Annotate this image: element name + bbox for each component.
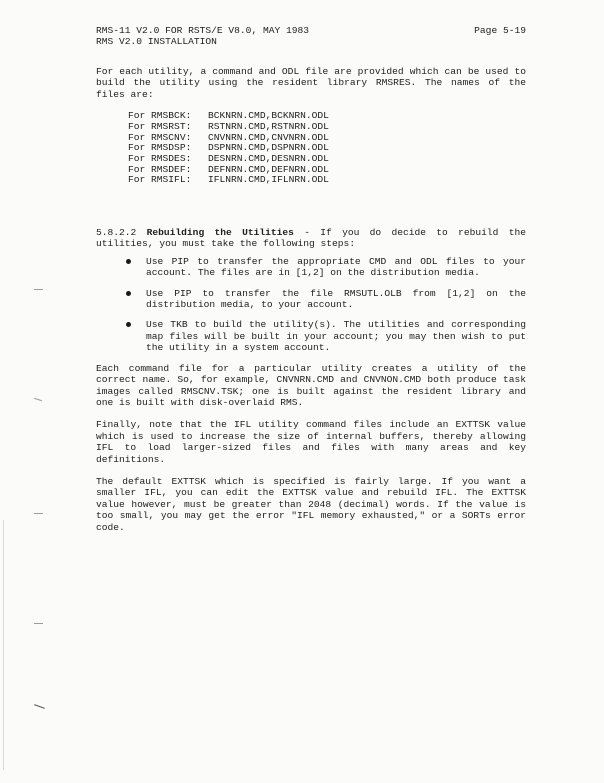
step-item bbox=[96, 288, 526, 311]
utility-cell: For RMSDES: bbox=[128, 152, 192, 164]
scan-edge-line bbox=[3, 520, 4, 770]
section-heading: Rebuilding the Utilities bbox=[146, 227, 294, 239]
files-table-row bbox=[128, 132, 526, 143]
margin-mark bbox=[34, 704, 45, 709]
files-table-row bbox=[128, 164, 526, 175]
header-subtitle: RMS V2.0 INSTALLATION bbox=[96, 36, 217, 48]
bullet-icon bbox=[126, 322, 131, 327]
utility-cell: For RMSBCK: bbox=[128, 110, 192, 122]
page-number: Page 5-19 bbox=[474, 25, 526, 36]
files-table-row bbox=[128, 110, 526, 121]
files-cell: CNVNRN.CMD,CNVNRN.ODL bbox=[208, 131, 329, 143]
step-item bbox=[96, 256, 526, 279]
utility-cell: For RMSRST: bbox=[128, 120, 192, 132]
files-table-row bbox=[128, 153, 526, 164]
files-table-row bbox=[128, 142, 526, 153]
files-table-row bbox=[128, 121, 526, 132]
margin-mark bbox=[34, 623, 43, 624]
steps-list bbox=[96, 256, 526, 354]
files-table bbox=[128, 110, 526, 185]
margin-mark bbox=[34, 289, 43, 290]
margin-mark bbox=[34, 513, 43, 514]
files-cell: DEFNRN.CMD,DEFNRN.ODL bbox=[208, 163, 329, 175]
files-cell: DSPNRN.CMD,DSPNRN.ODL bbox=[208, 142, 329, 154]
bullet-icon bbox=[126, 259, 131, 264]
page-header bbox=[96, 25, 526, 48]
section-number: 5.8.2.2 bbox=[96, 227, 137, 239]
intro-paragraph: For each utility, a command and ODL file are provided which can be used to build the utility using the resident library RMSRES. The names of the files are: bbox=[96, 66, 526, 100]
default-exttsk-paragraph: The default EXTTSK which is specified is fairly large. If you want a smaller IFL, you can edit the EXTTSK value and rebuild IFL. The EXTTSK value however, must be greater than 2048 (decimal) words. If the value is too small, you may get the error "IFL memory exhausted," or a SORTs error code. bbox=[96, 475, 526, 533]
step-text: Use TKB to build the utility(s). The utilities and corresponding map files will be built in your account; you may then wish to put the utility in a system account. bbox=[146, 319, 526, 354]
section-paragraph bbox=[96, 227, 526, 250]
files-cell: BCKNRN.CMD,BCKNRN.ODL bbox=[208, 110, 329, 122]
utility-cell: For RMSDEF: bbox=[128, 163, 192, 175]
step-text: Use PIP to transfer the file RMSUTL.OLB from [1,2] on the distribution media, to your account. bbox=[146, 287, 526, 311]
utility-cell: For RMSCNV: bbox=[128, 131, 192, 143]
files-cell: RSTNRN.CMD,RSTNRN.ODL bbox=[208, 120, 329, 132]
margin-mark bbox=[34, 398, 42, 401]
exttsk-paragraph: Finally, note that the IFL utility command files include an EXTTSK value which is used to increase the size of internal buffers, thereby allowing IFL to load larger-sized files and files with many areas and key definitions. bbox=[96, 419, 526, 465]
utility-cell: For RMSIFL: bbox=[128, 174, 192, 186]
command-file-paragraph: Each command file for a particular utility creates a utility of the correct name. So, for example, CNVNRN.CMD and CNVNON.CMD both produce task images called RMSCNV.TSK; one is built against the resident library and one is built with disk-overlaid RMS. bbox=[96, 362, 526, 408]
files-cell: IFLNRN.CMD,IFLNRN.ODL bbox=[208, 174, 329, 186]
section-intro-text: - If you do decide to rebuild the utilities, you must take the following steps: bbox=[96, 227, 526, 250]
utility-cell: For RMSDSP: bbox=[128, 142, 192, 154]
step-text: Use PIP to transfer the appropriate CMD and ODL files to your account. The files are in [1,2] on the distribution media. bbox=[146, 255, 526, 279]
page-body bbox=[96, 66, 526, 544]
files-table-row bbox=[128, 174, 526, 185]
files-cell: DESNRN.CMD,DESNRN.ODL bbox=[208, 152, 329, 164]
header-title: RMS-11 V2.0 FOR RSTS/E V8.0, MAY 1983 bbox=[96, 25, 310, 36]
step-item bbox=[96, 319, 526, 353]
bullet-icon bbox=[126, 291, 131, 296]
